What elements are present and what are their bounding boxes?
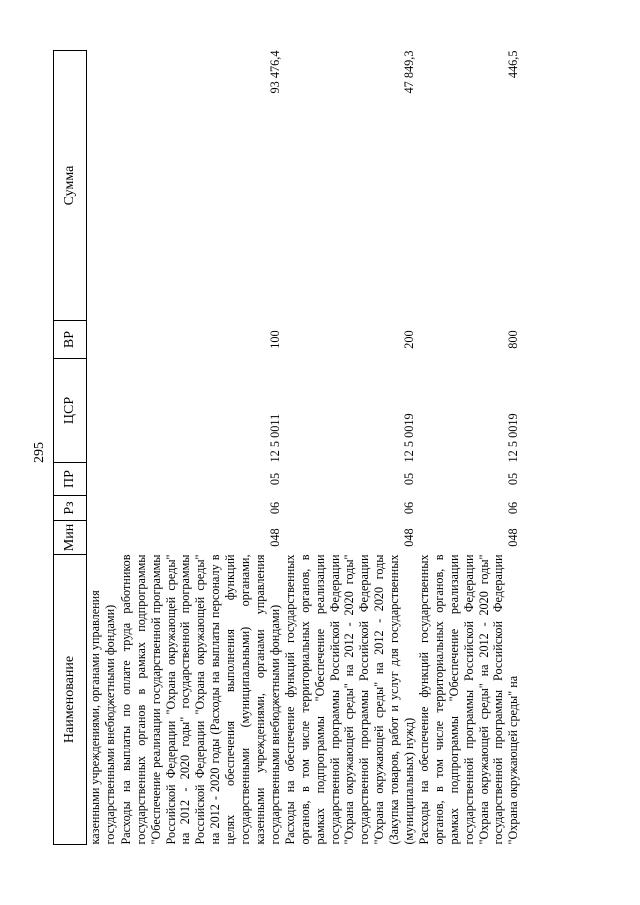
row-rz: 06 — [506, 501, 521, 515]
row-name-text: государственными внебюджетными фондами) — [102, 604, 117, 845]
row-name-text: Расходы на выплаты по оплате труда работников государственных органов в рамках подпрограммы "Обеспечение реализации государственной программы Российской Федерации "Охрана окружающей среды" на 2012 - 2020 годы" государственной программы Российской Федерации "Охрана окружающей среды" на 2012 - 2020 годы (Расходы на выплаты персоналу в целях обеспечения выполнения функций государственными (муниципальными) органами, казенными учреждениями, органами управления государственными внебюджетными фондами) — [118, 554, 282, 845]
row-min — [87, 521, 119, 555]
row-csr: 12 5 0011 — [267, 413, 282, 463]
row-vr: 200 — [401, 330, 416, 349]
header-pr: ПР — [54, 463, 87, 496]
row-vr: 800 — [506, 330, 521, 349]
row-vr: 100 — [267, 330, 282, 349]
header-min: Мин — [54, 521, 87, 555]
table-header-row — [54, 51, 87, 845]
row-min: 048 — [267, 528, 282, 547]
header-rz: Рз — [54, 496, 87, 521]
row-name-text: Расходы на обеспечение функций государственных органов, в том числе территориальных органов, в рамках подпрограммы "Обеспечение реализации государственной программы Российской Федерации "Охрана окружающей среды" на 2012 - 2020 годы" государственной программы Российской Федерации "Охрана окружающей среды" на 2012 - 2020 годы (Закупка товаров, работ и услуг для государственных (муниципальных) нужд) — [282, 554, 417, 845]
row-vr — [87, 321, 119, 359]
header-name: Наименование — [54, 555, 87, 845]
row-pr: 05 — [506, 472, 521, 486]
row-rz: 06 — [267, 501, 282, 515]
row-csr — [87, 359, 119, 463]
table-row — [87, 51, 119, 845]
row-rz — [87, 496, 119, 521]
budget-table — [53, 50, 521, 845]
table-row — [119, 51, 283, 845]
row-sum: 47 849,3 — [401, 50, 416, 94]
row-pr: 05 — [401, 472, 416, 486]
row-rz: 06 — [401, 501, 416, 515]
header-sum: Сумма — [54, 51, 87, 321]
row-name-text: Расходы на обеспечение функций государственных органов, в том числе территориальных органов, в рамках подпрограммы "Обеспечение реализации государственной программы Российской Федерации "Охрана окружающей среды" на 2012 - 2020 годы" государственной программы Российской Федерации "Охрана окружающей среды" на — [416, 554, 521, 845]
row-sum: 93 476,4 — [267, 50, 282, 94]
header-csr: ЦСР — [54, 359, 87, 463]
row-pr — [87, 463, 119, 496]
row-sum: 446,5 — [506, 50, 521, 79]
row-csr: 12 5 0019 — [401, 413, 416, 463]
row-name-cell — [87, 555, 119, 845]
row-pr: 05 — [267, 472, 282, 486]
page-number: 295 — [32, 442, 47, 463]
row-min: 048 — [401, 528, 416, 547]
row-csr: 12 5 0019 — [506, 413, 521, 463]
row-name-lead: казенными учреждениями, органами управления — [88, 590, 102, 845]
table-row — [417, 51, 521, 845]
row-min: 048 — [506, 528, 521, 547]
header-vr: ВР — [54, 321, 87, 359]
row-sum — [87, 51, 119, 321]
table-row — [283, 51, 417, 845]
